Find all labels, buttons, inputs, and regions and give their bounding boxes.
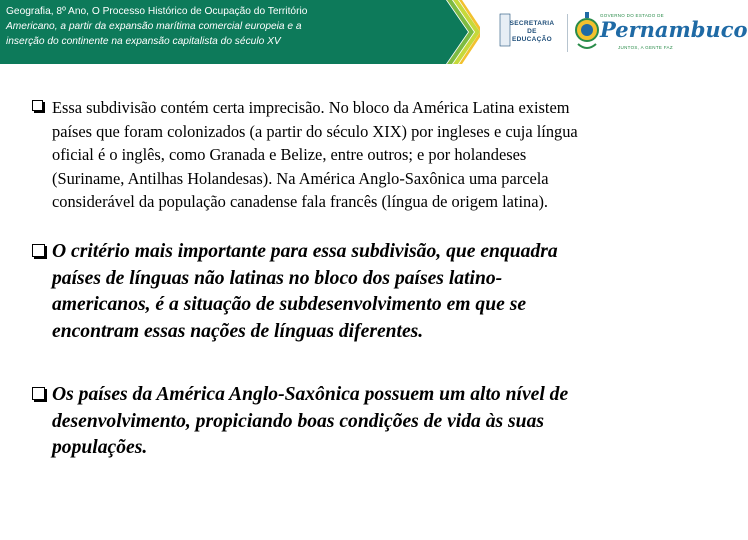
text-line: desenvolvimento, propiciando boas condições de vida às suas xyxy=(52,410,544,432)
logo-divider xyxy=(567,14,568,52)
header-line-2: Americano, a partir da expansão marítima comercial europeia e a xyxy=(6,21,302,32)
pernambuco-logo-text: Pernambuco xyxy=(600,17,748,42)
text-line: Essa subdivisão contém certa imprecisão. No bloco da América Latina existem xyxy=(52,98,570,117)
text-line: O critério mais importante para essa subdivisão, que enquadra xyxy=(52,241,558,262)
checkbox-bullet-icon xyxy=(32,387,45,400)
bullet-text-3 xyxy=(52,382,702,462)
header-line-1: Geografia, 8º Ano, O Processo Histórico de Ocupação do Território xyxy=(6,6,308,17)
text-line: americanos, é a situação de subdesenvolvimento em que se xyxy=(52,294,527,315)
stripes-decoration xyxy=(438,0,480,64)
text-line: Os países da América Anglo-Saxônica possuem um alto nível de xyxy=(52,384,569,405)
header-banner xyxy=(0,0,748,68)
checkbox-bullet-icon xyxy=(32,100,43,111)
slogan-label: JUNTOS, A GENTE FAZ xyxy=(618,45,673,50)
bullet-item-1 xyxy=(32,96,702,214)
text-line: populações. xyxy=(52,437,148,458)
bullet-item-3 xyxy=(32,382,702,462)
text-line: (Suriname, Antilhas Holandesas). Na América Anglo-Saxônica uma parcela xyxy=(52,168,549,188)
coat-of-arms-icon xyxy=(574,8,600,56)
header-line-3: inserção do continente na expansão capitalista do século XV xyxy=(6,36,281,47)
header-title-box xyxy=(0,0,440,64)
text-line: países de línguas não latinas no bloco dos países latino- xyxy=(52,267,503,289)
bullet-text-1 xyxy=(52,96,702,214)
secretaria-label: SECRETARIA DE EDUCAÇÃO xyxy=(509,20,555,43)
checkbox-bullet-icon xyxy=(32,244,45,257)
text-line: encontram essas nações de línguas diferentes. xyxy=(52,320,424,342)
text-line: oficial é o inglês, como Granada e Belize, entre outros; e por holandeses xyxy=(52,145,527,164)
text-line: países que foram colonizados (a partir do século XIX) por ingleses e cuja língua xyxy=(52,121,578,141)
header-title xyxy=(6,4,432,49)
text-line: considerável da população canadense fala francês (língua de origem latina). xyxy=(52,192,549,211)
bullet-item-2 xyxy=(32,239,702,345)
government-label: GOVERNO DO ESTADO DE xyxy=(600,13,664,18)
bullet-text-2 xyxy=(52,239,702,345)
